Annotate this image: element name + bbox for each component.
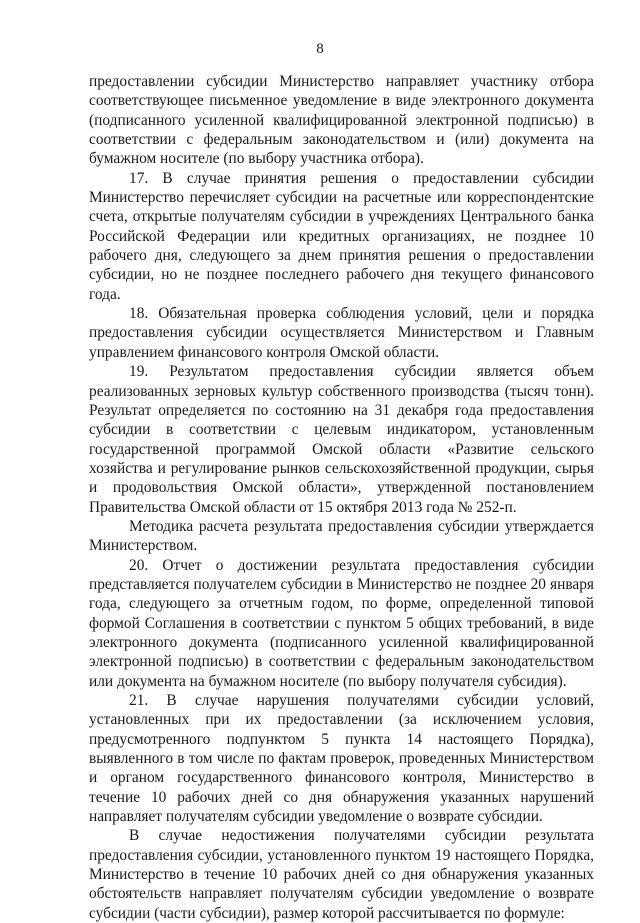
paragraph-result-failure: В случае недостижения получателями субсидии результата предоставления субсидии, установленного пунктом 19 настоящего Порядка, Министерство в течение 10 рабочих дней со дня обнаружения указанных обстоятельств направляет получателям субсидии уведомление о возврате субсидии (части субсидии), размер которой рассчитывается по формуле: (89, 827, 594, 922)
paragraph-continuation: предоставлении субсидии Министерство направляет участнику отбора соответствующее письменное уведомление в виде электронного документа (подписанного усиленной квалифицированной электронной подписью) в соответствии с федеральным законодательством и (или) документа на бумажном носителе (по выбору участника отбора). (89, 73, 594, 168)
paragraph-methodology: Методика расчета результата предоставления субсидии утверждается Министерством. (89, 517, 594, 555)
page-number: 8 (316, 41, 324, 57)
paragraph-item-19: 19. Результатом предоставления субсидии является объем реализованных зерновых культур собственного производства (тысяч тонн). Результат определяется по состоянию на 31 декабря года предоставления субсидии в соответствии с целевым индикатором, установленным государственной программой Омской области «Развитие сельского хозяйства и регулирование рынков сельскохозяйственной продукции, сырья и продовольствия Омской области», утвержденной постановлением Правительства Омской области от 15 октября 2013 года № 252-п. (89, 363, 594, 516)
paragraph-item-20: 20. Отчет о достижении результата предоставления субсидии представляется получателем субсидии в Министерство не позднее 20 января года, следующего за отчетным годом, по форме, определенной типовой формой Соглашения в соответствии с пунктом 5 общих требований, в виде электронного документа (подписанного усиленной квалифицированной электронной подписью) в соответствии с федеральным законодательством или документа на бумажном носителе (по выбору получателя субсидия). (89, 556, 594, 690)
paragraph-item-21: 21. В случае нарушения получателями субсидии условий, установленных при их предоставлении (за исключением условия, предусмотренного подпунктом 5 пункта 14 настоящего Порядка), выявленного в том числе по фактам проверок, проведенных Министерством и органом государственного финансового контроля, Министерство в течение 10 рабочих дней со дня обнаружения указанных нарушений направляет получателям субсидии уведомление о возврате субсидии. (89, 692, 594, 826)
document-body (89, 72, 594, 923)
paragraph-item-17: 17. В случае принятия решения о предоставлении субсидии Министерство перечисляет субсидии на расчетные или корреспондентские счета, открытые получателям субсидии в учреждениях Центрального банка Российской Федерации или кредитных организациях, не позднее 10 рабочего дня, следующего за днем принятия решения о предоставлении субсидии, но не позднее последнего рабочего дня текущего финансового года. (89, 169, 594, 303)
paragraph-item-18: 18. Обязательная проверка соблюдения условий, цели и порядка предоставления субсидии осуществляется Министерством и Главным управлением финансового контроля Омской области. (89, 305, 594, 361)
